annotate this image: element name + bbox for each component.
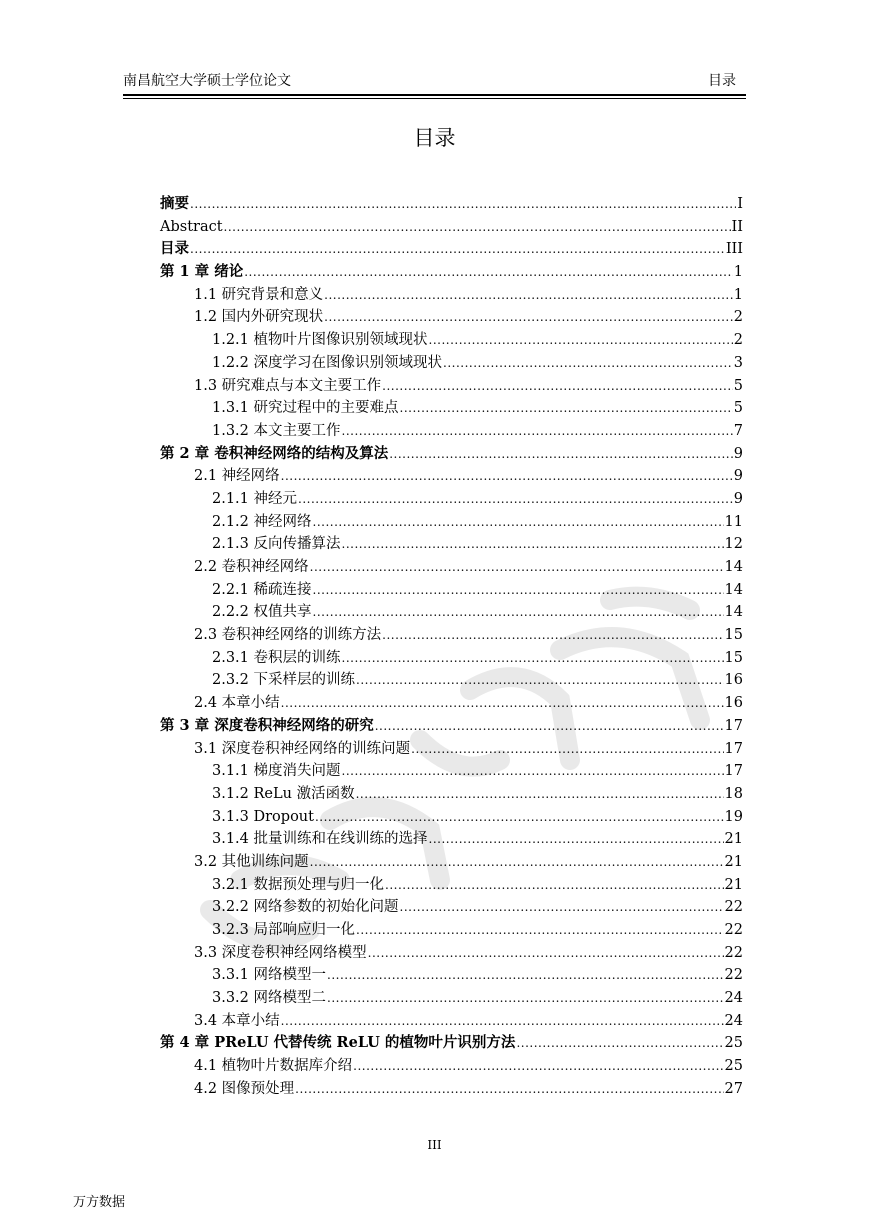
toc-leader-dots [385, 874, 724, 897]
toc-leader-dots [400, 397, 733, 420]
toc-leader-dots [389, 443, 733, 466]
toc-entry[interactable] [160, 284, 743, 307]
database-source-label: 万方数据 [73, 1195, 126, 1210]
toc-entry-page: 21 [724, 876, 743, 893]
header-section-title: 目录 [708, 73, 736, 89]
toc-entry-label: 1.3.2 本文主要工作 [212, 422, 341, 439]
toc-entry-label: 3.1.4 批量训练和在线训练的选择 [212, 831, 428, 848]
toc-entry-label: 2.2.1 稀疏连接 [212, 581, 312, 598]
toc-entry-label: 1.1 研究背景和意义 [194, 286, 324, 303]
toc-leader-dots [443, 352, 733, 375]
toc-entry-page: 11 [724, 513, 743, 530]
toc-entry[interactable] [160, 601, 743, 624]
toc-entry[interactable] [160, 1055, 743, 1078]
toc-entry[interactable] [160, 1078, 743, 1101]
toc-entry-label: 2.3 卷积神经网络的训练方法 [194, 627, 382, 644]
toc-entry-label: 2.1.2 神经网络 [212, 513, 312, 530]
header-rule-thin [123, 98, 746, 99]
page-header [123, 70, 746, 88]
toc-leader-dots [281, 465, 733, 488]
toc-entry-label: 2.3.2 下采样层的训练 [212, 672, 356, 689]
table-of-contents [160, 193, 743, 1101]
toc-leader-dots [190, 193, 736, 216]
toc-entry-label: 3.3.1 网络模型一 [212, 967, 327, 984]
toc-leader-dots [342, 647, 724, 670]
toc-entry[interactable] [160, 261, 743, 284]
toc-entry[interactable] [160, 465, 743, 488]
toc-entry-label: 第 1 章 绪论 [160, 263, 244, 281]
toc-entry-page: 25 [724, 1058, 743, 1075]
toc-entry-page: 15 [724, 649, 743, 666]
toc-entry-page: 24 [724, 1012, 743, 1029]
toc-entry[interactable] [160, 647, 743, 670]
toc-leader-dots [356, 669, 724, 692]
toc-entry-label: 3.2.2 网络参数的初始化问题 [212, 899, 399, 916]
toc-entry[interactable] [160, 919, 743, 942]
toc-entry[interactable] [160, 942, 743, 965]
toc-leader-dots [298, 488, 733, 511]
toc-entry-page: 5 [733, 400, 743, 417]
toc-leader-dots [382, 375, 733, 398]
toc-leader-dots [400, 896, 724, 919]
toc-entry[interactable] [160, 964, 743, 987]
toc-entry-page: I [737, 196, 743, 212]
toc-leader-dots [313, 511, 724, 534]
toc-leader-dots [342, 420, 733, 443]
toc-leader-dots [342, 533, 724, 556]
toc-entry[interactable] [160, 669, 743, 692]
toc-entry-page: 18 [724, 785, 743, 802]
toc-entry-page: 15 [724, 627, 743, 644]
toc-entry-page: II [731, 218, 743, 235]
toc-entry-label: 1.3.1 研究过程中的主要难点 [212, 400, 399, 417]
toc-entry-page: 14 [724, 559, 743, 575]
toc-entry[interactable] [160, 420, 743, 443]
header-rule-thick [123, 94, 746, 96]
toc-leader-dots [244, 261, 733, 284]
toc-entry-label: 目录 [160, 240, 189, 258]
toc-leader-dots [356, 919, 724, 942]
toc-entry-label: 第 4 章 PReLU 代替传统 ReLU 的植物叶片识别方法 [160, 1034, 516, 1052]
toc-entry-label: 3.1.3 Dropout [212, 808, 314, 825]
toc-entry-label: 2.1.3 反向传播算法 [212, 536, 341, 553]
toc-leader-dots [516, 1032, 723, 1055]
toc-entry-page: 2 [733, 332, 743, 349]
toc-entry-label: 2.3.1 卷积层的训练 [212, 649, 341, 666]
toc-leader-dots [310, 851, 724, 874]
toc-entry[interactable] [160, 488, 743, 511]
toc-entry-label: 3.2.1 数据预处理与归一化 [212, 876, 385, 893]
toc-entry[interactable] [160, 760, 743, 783]
toc-leader-dots [353, 1055, 723, 1078]
toc-entry-label: 摘要 [160, 195, 189, 212]
toc-leader-dots [429, 828, 724, 851]
page-title: 目录 [413, 126, 456, 150]
toc-entry-page: 9 [733, 490, 743, 507]
toc-entry[interactable] [160, 715, 743, 738]
toc-entry-label: 2.4 本章小结 [194, 695, 280, 712]
toc-entry[interactable] [160, 329, 743, 352]
toc-entry[interactable] [160, 1010, 743, 1033]
toc-entry[interactable] [160, 193, 743, 216]
toc-entry-label: 4.1 植物叶片数据库介绍 [194, 1058, 353, 1075]
toc-entry-page: 21 [724, 831, 743, 848]
toc-entry-label: 3.3.2 网络模型二 [212, 990, 327, 1007]
toc-entry-label: 3.4 本章小结 [194, 1012, 280, 1029]
toc-entry[interactable] [160, 874, 743, 897]
toc-entry[interactable] [160, 851, 743, 874]
toc-entry-page: 21 [724, 853, 743, 870]
toc-entry-page: 12 [724, 536, 743, 553]
toc-entry-page: 2 [733, 309, 743, 326]
toc-entry[interactable] [160, 216, 743, 239]
toc-leader-dots [281, 1010, 724, 1033]
toc-entry[interactable] [160, 987, 743, 1010]
toc-entry-page: 14 [724, 581, 743, 598]
toc-entry-label: 3.2.3 局部响应归一化 [212, 922, 356, 938]
toc-entry-label: 第 3 章 深度卷积神经网络的研究 [160, 716, 374, 734]
toc-entry-page: 17 [724, 763, 743, 780]
toc-leader-dots [382, 624, 723, 647]
toc-entry-page: 1 [733, 286, 743, 303]
toc-entry-page: 9 [733, 445, 743, 462]
toc-entry-page: III [725, 241, 743, 258]
toc-entry[interactable] [160, 783, 743, 806]
toc-entry-page: 14 [724, 604, 743, 621]
toc-entry[interactable] [160, 896, 743, 919]
toc-entry-label: 2.2 卷积神经网络 [194, 559, 309, 575]
toc-entry-page: 3 [733, 354, 743, 371]
page-number: III [427, 1138, 442, 1152]
toc-leader-dots [324, 284, 733, 307]
toc-entry-page: 7 [733, 422, 743, 439]
toc-entry-label: 1.2.1 植物叶片图像识别领域现状 [212, 332, 428, 349]
toc-leader-dots [327, 964, 724, 987]
toc-entry[interactable] [160, 238, 743, 261]
toc-leader-dots [190, 238, 725, 261]
toc-entry-label: 2.2.2 权值共享 [212, 604, 312, 621]
toc-entry[interactable] [160, 352, 743, 375]
toc-entry-page: 17 [724, 740, 743, 757]
toc-entry[interactable] [160, 828, 743, 851]
toc-leader-dots [310, 556, 724, 579]
toc-entry-page: 22 [724, 922, 743, 938]
header-thesis-title: 南昌航空大学硕士学位论文 [123, 73, 291, 89]
toc-entry-label: 3.1 深度卷积神经网络的训练问题 [194, 740, 411, 757]
toc-leader-dots [429, 329, 733, 352]
toc-entry[interactable] [160, 624, 743, 647]
toc-entry-page: 22 [724, 967, 743, 984]
toc-entry-page: 19 [724, 808, 743, 825]
toc-entry[interactable] [160, 511, 743, 534]
toc-leader-dots [281, 692, 724, 715]
toc-entry-page: 25 [724, 1035, 743, 1052]
toc-leader-dots [411, 738, 723, 761]
toc-leader-dots [315, 806, 724, 829]
toc-entry-label: 3.2 其他训练问题 [194, 853, 309, 870]
toc-entry-page: 17 [724, 717, 743, 734]
toc-entry[interactable] [160, 443, 743, 466]
toc-leader-dots [313, 601, 724, 624]
toc-entry-page: 16 [724, 672, 743, 689]
toc-entry-label: 2.1.1 神经元 [212, 490, 298, 507]
toc-entry-page: 5 [733, 377, 743, 394]
toc-entry-page: 22 [724, 899, 743, 916]
toc-entry-page: 16 [724, 695, 743, 712]
toc-leader-dots [224, 216, 731, 239]
toc-entry-label: 3.1.2 ReLu 激活函数 [212, 785, 355, 802]
toc-entry[interactable] [160, 533, 743, 556]
toc-entry-page: 9 [733, 468, 743, 485]
toc-entry[interactable] [160, 806, 743, 829]
toc-entry-label: 1.2.2 深度学习在图像识别领域现状 [212, 354, 443, 371]
toc-leader-dots [327, 987, 724, 1010]
toc-leader-dots [342, 760, 724, 783]
toc-leader-dots [324, 306, 733, 329]
toc-entry[interactable] [160, 375, 743, 398]
toc-entry-page: 27 [724, 1080, 743, 1097]
toc-entry[interactable] [160, 692, 743, 715]
toc-entry[interactable] [160, 397, 743, 420]
toc-entry-label: 3.3 深度卷积神经网络模型 [194, 944, 367, 961]
toc-entry-page: 1 [733, 264, 743, 281]
toc-entry[interactable] [160, 556, 743, 579]
toc-entry[interactable] [160, 738, 743, 761]
toc-entry-label: 1.3 研究难点与本文主要工作 [194, 377, 382, 394]
toc-entry-label: Abstract [160, 218, 223, 235]
toc-entry-label: 2.1 神经网络 [194, 468, 280, 485]
toc-leader-dots [295, 1078, 723, 1101]
toc-entry-label: 第 2 章 卷积神经网络的结构及算法 [160, 444, 389, 462]
toc-leader-dots [375, 715, 724, 738]
toc-entry-page: 24 [724, 990, 743, 1007]
toc-entry-label: 4.2 图像预处理 [194, 1080, 295, 1097]
toc-leader-dots [356, 783, 724, 806]
toc-entry[interactable] [160, 1032, 743, 1055]
toc-entry-label: 3.1.1 梯度消失问题 [212, 763, 341, 780]
toc-leader-dots [313, 579, 724, 602]
toc-entry-label: 1.2 国内外研究现状 [194, 309, 324, 326]
toc-entry[interactable] [160, 306, 743, 329]
toc-leader-dots [368, 942, 724, 965]
toc-entry-page: 22 [724, 944, 743, 961]
toc-entry[interactable] [160, 579, 743, 602]
